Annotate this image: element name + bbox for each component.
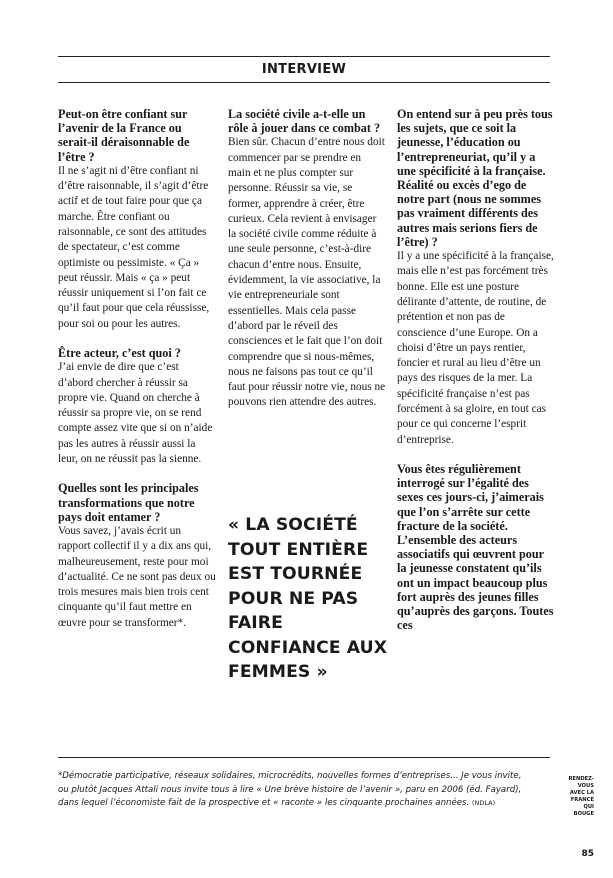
series-tag-line: VOUS <box>577 783 594 789</box>
question-1: Peut-on être confiant sur l’avenir de la France ou serait-il déraisonnable de l’être ? <box>58 107 190 164</box>
question-4: La société civile a-t-elle un rôle à jouer dans ce combat ? <box>228 107 381 136</box>
page-number: 85 <box>581 849 594 859</box>
footnote-text: *Démocratie participative, réseaux solidaires, microcrédits, nouvelles formes d’entreprises... Je vous invite, ou plutôt Jacques Attali nous invite tous à lire « Une brève histoire de l’avenir », paru en 2006 (éd. Fayard), dans lequel l’économiste fait de la prospective et « raconte » les cinquante prochaines années. <box>58 771 522 808</box>
footnote <box>58 770 528 811</box>
series-tag-line: RENDEZ- <box>568 776 594 782</box>
column-3 <box>397 107 555 632</box>
column-1 <box>58 107 216 645</box>
answer-1: Il ne s’agit ni d’être confiant ni d’être raisonnable, il s’agit d’être actif et de tout faire pour que ça marche. Être confiant ou raisonnable, ce sont des attitudes de spectateur, c’est comme optimiste ou pessimiste. « Ça » peut réussir. Mais « ça » peut réussir uniquement si l’on fait ce qu’il faut pour que cela réussisse, pour soi ou pour les autres. <box>58 164 210 330</box>
answer-4: Bien sûr. Chacun d’entre nous doit commencer par se prendre en main et ne plus compter sur personne. Réussir sa vie, se former, apprendre à créer, être curieux. Cela revient à envisager la société civile comme réduite à une seule personne, c’est-à-dire chacun d’entre nous. Ensuite, évidemment, la vie associative, la vie entrepreneuriale sont essentielles. Mais cela passe d’abord par le réveil des consciences et le fait que l’on doit comprendre que si nous-mêmes, nous ne faisons pas tout ce qu’il faut pour réussir notre vie, nous ne pouvons rien attendre des autres. <box>228 136 386 409</box>
answer-3: Vous savez, j’avais écrit un rapport collectif il y a dix ans qui, malheureusement, reste pour moi d’actualité. Ce ne sont pas deux ou trois mesures mais bien trois cent cinquante qu’il faut mettre en œuvre pour se transformer*. <box>58 524 216 629</box>
answer-5: Il y a une spécificité à la française, mais elle n’est pas forcément très bonne. Elle est une posture délirante d’attente, de routine, de prétention et non pas de conscience d’une Europe. On a choisi d’être un pays rentier, foncier et rural au lieu d’être un pays des risques de la mer. La spécificité française n’est pas forcément à sa gloire, en tout cas pour ce qui concerne l’esprit d’entreprise. <box>397 250 554 446</box>
pull-quote: « LA SOCIÉTÉ TOUT ENTIÈRE EST TOURNÉE POUR NE PAS FAIRE CONFIANCE AUX FEMMES » <box>228 515 388 682</box>
series-tag-line: QUI <box>583 804 594 810</box>
header-bottom-rule <box>58 82 550 83</box>
footnote-rule <box>58 757 550 758</box>
section-title: INTERVIEW <box>261 62 347 77</box>
answer-2: J’ai envie de dire que c’est d’abord chercher à réussir sa propre vie. Quand on cherche à réussir sa propre vie, on se rend compte assez vite que si on n’aide pas les autres à réussir aussi la leur, on ne réussit pas la sienne. <box>58 361 213 466</box>
series-tag <box>566 776 594 818</box>
question-3: Quelles sont les principales transformations que notre pays doit entamer ? <box>58 481 199 524</box>
header-top-rule <box>58 56 550 57</box>
question-6: Vous êtes régulièrement interrogé sur l’égalité des sexes ces jours-ci, j’aimerais que l’on s’arrête sur cette fracture de la société. L’ensemble des acteurs associatifs qui œuvrent pour la jeunesse constatent qu’ils ont un impact beaucoup plus fort auprès des jeunes filles qu’auprès des garçons. Toutes ces <box>397 461 554 633</box>
column-2 <box>228 107 386 425</box>
footnote-note: (NDLA) <box>471 799 496 807</box>
series-tag-line: AVEC LA <box>569 790 594 796</box>
question-2: Être acteur, c’est quoi ? <box>58 346 181 361</box>
series-tag-line: BOUGE <box>573 811 594 817</box>
series-tag-line: FRANCE <box>570 797 594 803</box>
question-5: On entend sur à peu près tous les sujets, que ce soit la jeunesse, l’éducation ou l’entrepreneuriat, qu’il y a une spécificité à la française. Réalité ou excès d’ego de notre part (nous ne sommes pas vraiment différents des autres mais serions fiers de l’être) ? <box>397 107 553 249</box>
